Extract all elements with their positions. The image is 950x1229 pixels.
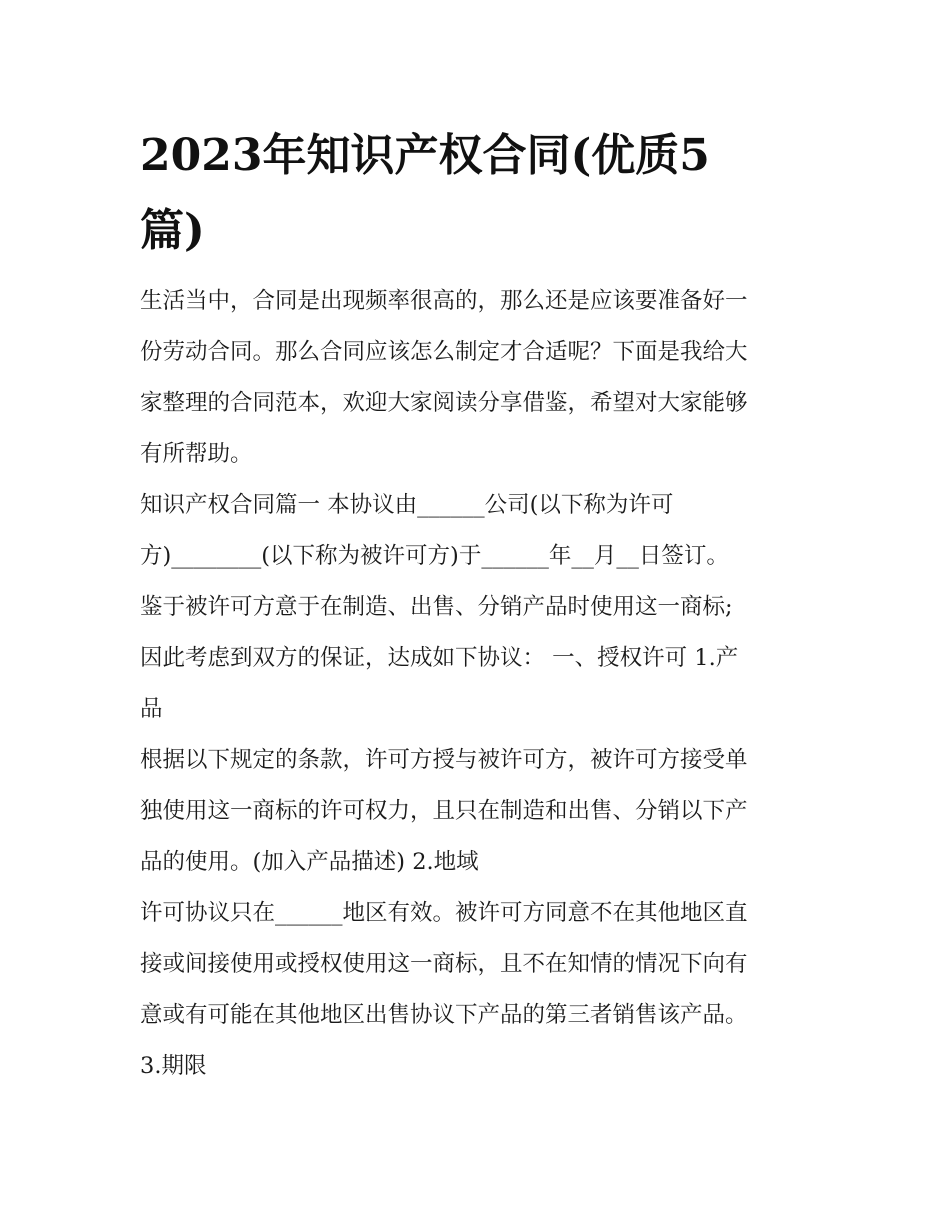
- body-line: 因此考虑到双方的保证，达成如下协议： 一、授权许可 1.产: [140, 645, 739, 671]
- body-line: 许可协议只在______地区有效。被许可方同意不在其他地区直: [140, 900, 748, 926]
- body-line: 家整理的合同范本，欢迎大家阅读分享借鉴，希望对大家能够: [140, 390, 748, 416]
- document-body: [140, 276, 830, 1092]
- body-line: 份劳动合同。那么合同应该怎么制定才合适呢？下面是我给大: [140, 339, 748, 365]
- body-line: 方)________(以下称为被许可方)于______年__月__日签订。: [140, 543, 729, 569]
- body-line: 品: [140, 696, 163, 722]
- body-line: 生活当中，合同是出现频率很高的，那么还是应该要准备好一: [140, 288, 748, 314]
- body-line: 鉴于被许可方意于在制造、出售、分销产品时使用这一商标;: [140, 594, 733, 620]
- body-line: 根据以下规定的条款，许可方授与被许可方，被许可方接受单: [140, 747, 748, 773]
- body-line: 接或间接使用或授权使用这一商标，且不在知情的情况下向有: [140, 951, 748, 977]
- body-line: 知识产权合同篇一 本协议由______公司(以下称为许可: [140, 492, 674, 518]
- body-line: 有所帮助。: [140, 441, 253, 467]
- body-line: 独使用这一商标的许可权力，且只在制造和出售、分销以下产: [140, 798, 748, 824]
- title-line: 2023年知识产权合同(优质5: [140, 130, 710, 181]
- document-title: [140, 118, 820, 268]
- body-line: 3.期限: [140, 1053, 207, 1079]
- body-line: 意或有可能在其他地区出售协议下产品的第三者销售该产品。: [140, 1002, 748, 1028]
- title-line: 篇): [140, 205, 205, 256]
- body-line: 品的使用。(加入产品描述) 2.地域: [140, 849, 479, 875]
